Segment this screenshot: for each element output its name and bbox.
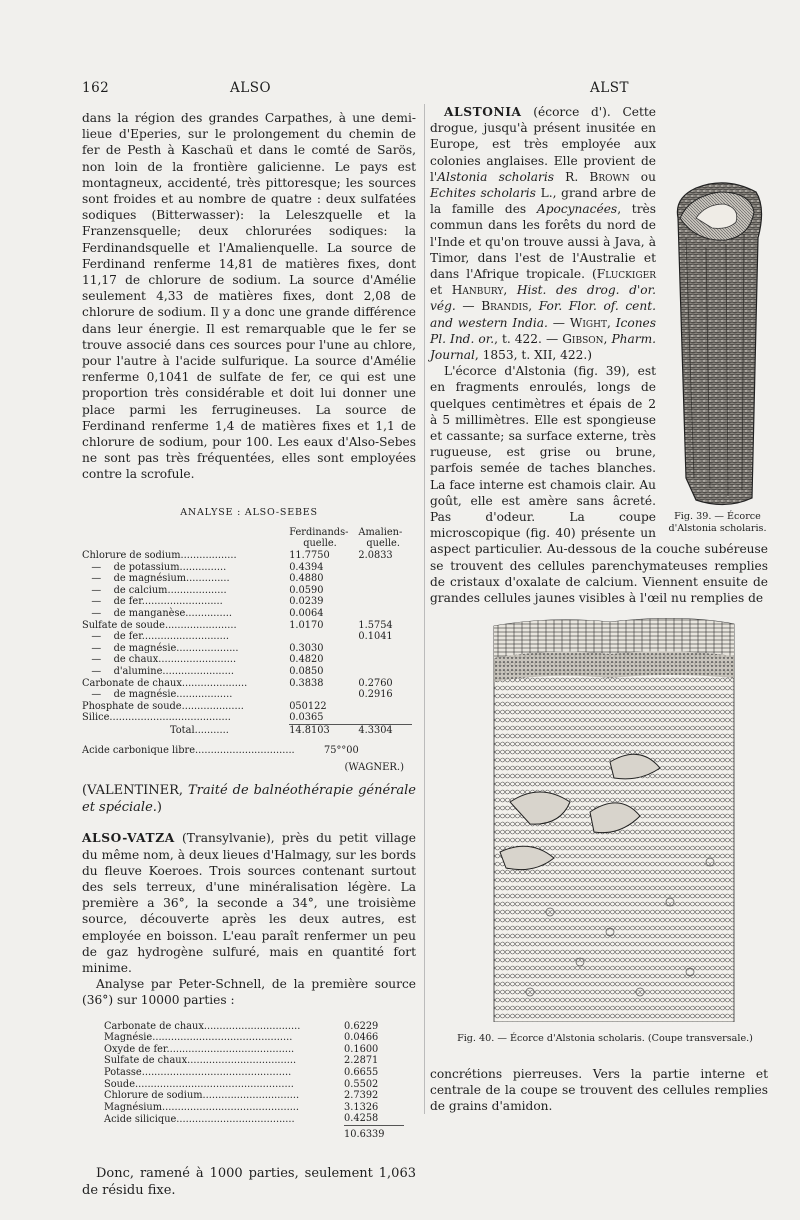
vatza-row bbox=[104, 1055, 404, 1067]
acide-label: Acide carbonique libre................................ bbox=[82, 744, 295, 756]
alstonia-description: L'écorce d'Alstonia (fig. 39), est en fragments enroulés, longs de quelques centimètres et épais de 2 à 5 millimètres. Elle est spongieuse et cassante; sa surface externe, très rugueuse, est grise ou brune, parfois semée de taches blanches. La face interne est chamois clair. Au goût, elle est amère sans âcreté. Pas d'odeur. La coupe microscopique (fig. 40) présente un aspect particulier. Au-dessous de la couche subéreuse se trouvent des cellules parenchymateuses remplies de cristaux d'oxalate de calcium. Viennent ensuite de grandes cellules jaunes visibles à l'œil nu remplies de bbox=[430, 364, 768, 606]
vatza-value: 0.6229 bbox=[344, 1020, 379, 1032]
p1-w: , t. 422. — bbox=[494, 331, 563, 346]
left-column bbox=[82, 110, 416, 1199]
analysis-substance: — de magnésie.................. bbox=[82, 689, 233, 701]
analysis-amalien-value: 2.0833 bbox=[358, 550, 393, 562]
also-vatza-headword: ALSO-VATZA bbox=[82, 831, 175, 846]
vatza-substance: Magnésium............................................ bbox=[104, 1101, 300, 1113]
also-vatza-entry bbox=[82, 830, 416, 976]
analysis-ferdinand-value: 0.4880 bbox=[289, 573, 324, 585]
p1-d: Brown bbox=[589, 169, 630, 184]
table-source: (WAGNER.) bbox=[344, 762, 404, 774]
vatza-substance: Potasse................................................ bbox=[104, 1066, 292, 1078]
p1-a: (écorce d'). Cette drogue, jusqu'à présent inusitée en Europe, est très employée aux colonies anglaises. Elle provient de l' bbox=[430, 105, 656, 184]
vatza-value: 2.2871 bbox=[344, 1055, 379, 1067]
citation-close: ) bbox=[156, 800, 162, 816]
p1-q: , bbox=[528, 299, 539, 314]
analysis-substance: — de calcium................... bbox=[82, 584, 227, 596]
analysis-row bbox=[82, 573, 412, 585]
vatza-total: 10.6339 bbox=[344, 1128, 385, 1140]
p1-end: , 1853, t. XII, 422.) bbox=[474, 348, 593, 363]
analysis-amalien-value: 1.5754 bbox=[358, 619, 393, 631]
analysis-ferdinand-value: 0.0850 bbox=[289, 666, 324, 677]
analysis-ferdinand-value: 11.7750 bbox=[289, 550, 330, 562]
analysis-row bbox=[82, 689, 412, 701]
p1-k: et bbox=[430, 283, 452, 298]
vatza-substance: Soude................................................... bbox=[104, 1078, 294, 1090]
also-vatza-analysis-table bbox=[104, 1021, 404, 1141]
total-label: Total........... bbox=[170, 724, 229, 736]
p1-h: Apocynacées bbox=[536, 202, 618, 217]
p1-v: Icones Pl. Ind. or. bbox=[430, 315, 657, 346]
analysis-row bbox=[82, 701, 412, 713]
total-amalien: 4.3304 bbox=[358, 724, 393, 736]
analysis-amalien-value bbox=[358, 654, 412, 666]
analysis-row bbox=[82, 620, 412, 632]
analysis-amalien-value bbox=[358, 643, 412, 655]
also-vatza-text: (Transylvanie), près du petit village du même nom, à deux lieues d'Halmagy, sur les bords du fleuve Koeroes. Trois sources contenant surtout des sels terreux, d'une minéralisation légère. La première a 36°, la seconde a 34°, une troisième source, découverte après les deux autres, est employée en boisson. L'eau paraît renfermer un peu de gaz hydrogène sulfuré, mais en quantité fort minime. bbox=[82, 831, 416, 975]
column-divider bbox=[424, 104, 425, 1114]
analysis-ferdinand-value: 0.0365 bbox=[289, 712, 324, 724]
vatza-row bbox=[104, 1044, 404, 1056]
analysis-ferdinand-value bbox=[289, 689, 358, 701]
vatza-row bbox=[104, 1021, 404, 1033]
analysis-substance: — de chaux......................... bbox=[82, 654, 237, 666]
p1-u: , bbox=[606, 315, 616, 330]
analysis-ferdinand-value bbox=[289, 631, 358, 643]
also-sebes-analysis-table bbox=[82, 527, 412, 737]
vatza-row bbox=[104, 1090, 404, 1102]
p1-p: Brandis bbox=[481, 299, 529, 314]
vatza-substance: Carbonate de chaux............................... bbox=[104, 1020, 301, 1032]
running-head-right: ALST bbox=[590, 80, 629, 96]
col-header-amalien: Amalien- bbox=[358, 526, 403, 538]
analysis-amalien-value bbox=[358, 608, 412, 620]
analysis-ferdinand-value: 1.0170 bbox=[289, 619, 324, 631]
vatza-substance: Chlorure de sodium............................... bbox=[104, 1090, 300, 1102]
p1-y: , bbox=[603, 331, 612, 346]
vatza-value: 0.5502 bbox=[344, 1078, 379, 1090]
acide-value: 75°°00 bbox=[324, 744, 359, 756]
analysis-ferdinand-value: 0.3838 bbox=[289, 677, 324, 689]
vatza-value: 0.1600 bbox=[344, 1043, 379, 1055]
vatza-row bbox=[104, 1032, 404, 1044]
fig40-cross-section-illustration bbox=[490, 612, 738, 1022]
analysis-substance: — de manganèse............... bbox=[82, 608, 232, 620]
analysis-amalien-value: 0.1041 bbox=[358, 631, 393, 643]
p1-n: Hist. des drog. d'or. vég. bbox=[430, 283, 656, 314]
analysis-substance: — de potassium............... bbox=[82, 561, 227, 573]
analysis-ferdinand-value: 0.4394 bbox=[289, 561, 324, 573]
analysis-table-title: ANALYSE : ALSO-SEBES bbox=[180, 506, 318, 518]
analysis-row bbox=[82, 562, 412, 574]
alstonia-headword: ALSTONIA bbox=[444, 105, 522, 119]
fig39-bark-illustration bbox=[666, 178, 768, 513]
running-head-left: ALSO bbox=[230, 80, 272, 96]
p1-z: Pharm. Journal bbox=[430, 331, 657, 363]
analysis-row bbox=[82, 666, 412, 678]
fig40-caption: Fig. 40. — Écorce d'Alstonia scholaris. (Coupe transversale.) bbox=[457, 1033, 753, 1044]
analysis-amalien-value: 0.2916 bbox=[358, 689, 393, 701]
col-header-ferdinand: Ferdinands- bbox=[289, 526, 349, 538]
analysis-amalien-value bbox=[358, 701, 412, 713]
vatza-row bbox=[104, 1113, 404, 1125]
analysis-row bbox=[82, 608, 412, 620]
analysis-row bbox=[82, 550, 412, 562]
citation-title: Traité de balnéothérapie générale et spéciale. bbox=[82, 783, 416, 816]
analysis-substance: Chlorure de sodium.................. bbox=[82, 550, 237, 562]
analysis-amalien-value bbox=[358, 666, 412, 678]
analysis-row bbox=[82, 585, 412, 597]
vatza-substance: Acide silicique...................................... bbox=[104, 1113, 295, 1125]
p1-j: Fluckiger bbox=[596, 267, 656, 282]
citation-author: (VALENTINER, bbox=[82, 783, 188, 799]
analysis-row bbox=[82, 643, 412, 655]
analysis-substance: Silice....................................... bbox=[82, 712, 231, 724]
analysis-amalien-value bbox=[358, 585, 412, 597]
also-sebes-text: dans la région des grandes Carpathes, à une demi-lieue d'Eperies, sur le prolongement du chemin de fer de Pesth à Kaschaü et dans le comté de Sarös, non loin de la frontière galicienne. Le pays est montagneux, accidenté, très pittoresque; les sources sont froides et au nombre de quatre : deux sulfatées sodiques (Bitterwasser): la Leleszquelle et la Franzensquelle; deux chlorurées sodiques: la Ferdinandsquelle et l'Amalienquelle. La source de Ferdinand renferme 14,81 de matières fixes, dont 11,17 de chlorure de sodium. La source d'Amélie seulement 4,33 de matières fixes, dont 2,08 de chlorure de sodium. Il y a donc une grande différence dans leur énergie. Il est remarquable que le fer se trouve associé dans ces sources pour l'une au chlore, pour l'autre à l'acide sulfurique. La source d'Amélie renferme 0,1041 de sulfate de fer, ce qui est une proportion très considérable et doit lui donner une place parmi les ferrugineuses. La source de Ferdinand renferme 1,4 de matières fixes et 1,1 de chlorure de sodium, pour 100. Les eaux d'Also-Sebes ne sont pas très fréquentées, elles sont employées contre la scrofule. bbox=[82, 111, 416, 482]
total-ferdinand: 14.8103 bbox=[289, 724, 330, 736]
col-header-amalien-2: quelle. bbox=[366, 538, 400, 550]
p1-r: For. Flor. of. cent. and western India. bbox=[430, 299, 657, 330]
analysis-ferdinand-value: 0.4820 bbox=[289, 654, 324, 666]
vatza-value: 0.6655 bbox=[344, 1066, 379, 1078]
analysis-substance: — de magnésie.................... bbox=[82, 642, 239, 654]
vatza-row bbox=[104, 1079, 404, 1091]
p1-c: R. bbox=[554, 169, 590, 184]
vatza-value: 0.4258 bbox=[344, 1113, 379, 1125]
vatza-value: 2.7392 bbox=[344, 1090, 379, 1102]
analysis-substance: Phosphate de soude.................... bbox=[82, 700, 244, 712]
analysis-ferdinand-value: 0.0239 bbox=[289, 596, 324, 608]
p1-f: Echites scholaris bbox=[430, 186, 536, 201]
analysis-substance: — de fer.......................... bbox=[82, 596, 223, 608]
closing-remark: Donc, ramené à 1000 parties, seulement 1,063 de résidu fixe. bbox=[82, 1165, 416, 1198]
analysis-substance: — de magnésium.............. bbox=[82, 573, 230, 585]
p1-g: L., grand arbre de la famille des bbox=[430, 186, 656, 217]
analysis-row bbox=[82, 678, 412, 690]
analysis-amalien-value bbox=[358, 596, 412, 608]
analysis-row bbox=[82, 596, 412, 608]
fig39-caption: Fig. 39. — Écorce d'Alstonia scholaris. bbox=[668, 511, 767, 534]
analysis-substance: — d'alumine....................... bbox=[82, 666, 235, 677]
col-header-ferdinand-2: quelle. bbox=[303, 538, 337, 550]
also-vatza-analysis-intro: Analyse par Peter-Schnell, de la première source (36°) sur 10000 parties : bbox=[82, 977, 416, 1008]
p1-i: , très commun dans les forêts du nord de l'Inde et qu'on trouve aussi à Java, à Timor, dans l'est de l'Australie et dans l'Afrique tropicale. ( bbox=[430, 202, 656, 282]
p1-b: Alstonia scholaris bbox=[437, 169, 555, 184]
alstonia-continuation bbox=[430, 1066, 768, 1115]
alstonia-final-text: concrétions pierreuses. Vers la partie interne et centrale de la coupe se trouvent des cellules remplies de grains d'amidon. bbox=[430, 1067, 768, 1114]
analysis-substance: Carbonate de chaux..................... bbox=[82, 677, 248, 689]
vatza-row bbox=[104, 1102, 404, 1114]
analysis-ferdinand-value: 0.3030 bbox=[289, 642, 324, 654]
p1-e: ou bbox=[629, 169, 656, 184]
acide-row bbox=[82, 745, 412, 757]
analysis-ferdinand-value: 050122 bbox=[289, 700, 327, 712]
analysis-row bbox=[82, 631, 412, 643]
analysis-amalien-value bbox=[358, 562, 412, 574]
vatza-substance: Oxyde de fer......................................... bbox=[104, 1043, 295, 1055]
analysis-substance: — de fer............................ bbox=[82, 631, 230, 643]
p1-t: Wight bbox=[569, 315, 607, 330]
p1-l: Hanbury bbox=[451, 283, 504, 298]
page-number: 162 bbox=[82, 80, 110, 96]
analysis-row bbox=[82, 712, 412, 724]
analysis-ferdinand-value: 0.0590 bbox=[289, 584, 324, 596]
vatza-value: 3.1326 bbox=[344, 1101, 379, 1113]
p1-x: Gibson bbox=[562, 331, 604, 346]
vatza-substance: Magnésie............................................. bbox=[104, 1032, 293, 1044]
analysis-amalien-value bbox=[358, 712, 412, 724]
analysis-row bbox=[82, 654, 412, 666]
vatza-substance: Sulfate de chaux................................... bbox=[104, 1055, 297, 1067]
analysis-amalien-value: 0.2760 bbox=[358, 677, 393, 689]
analysis-substance: Sulfate de soude....................... bbox=[82, 619, 237, 631]
p1-o: — bbox=[455, 299, 482, 314]
vatza-row bbox=[104, 1067, 404, 1079]
vatza-value: 0.0466 bbox=[344, 1032, 379, 1044]
citation bbox=[82, 782, 416, 816]
p1-s: — bbox=[547, 315, 570, 330]
p1-m: , bbox=[503, 283, 517, 298]
analysis-amalien-value bbox=[358, 573, 412, 585]
analysis-ferdinand-value: 0.0064 bbox=[289, 608, 324, 620]
